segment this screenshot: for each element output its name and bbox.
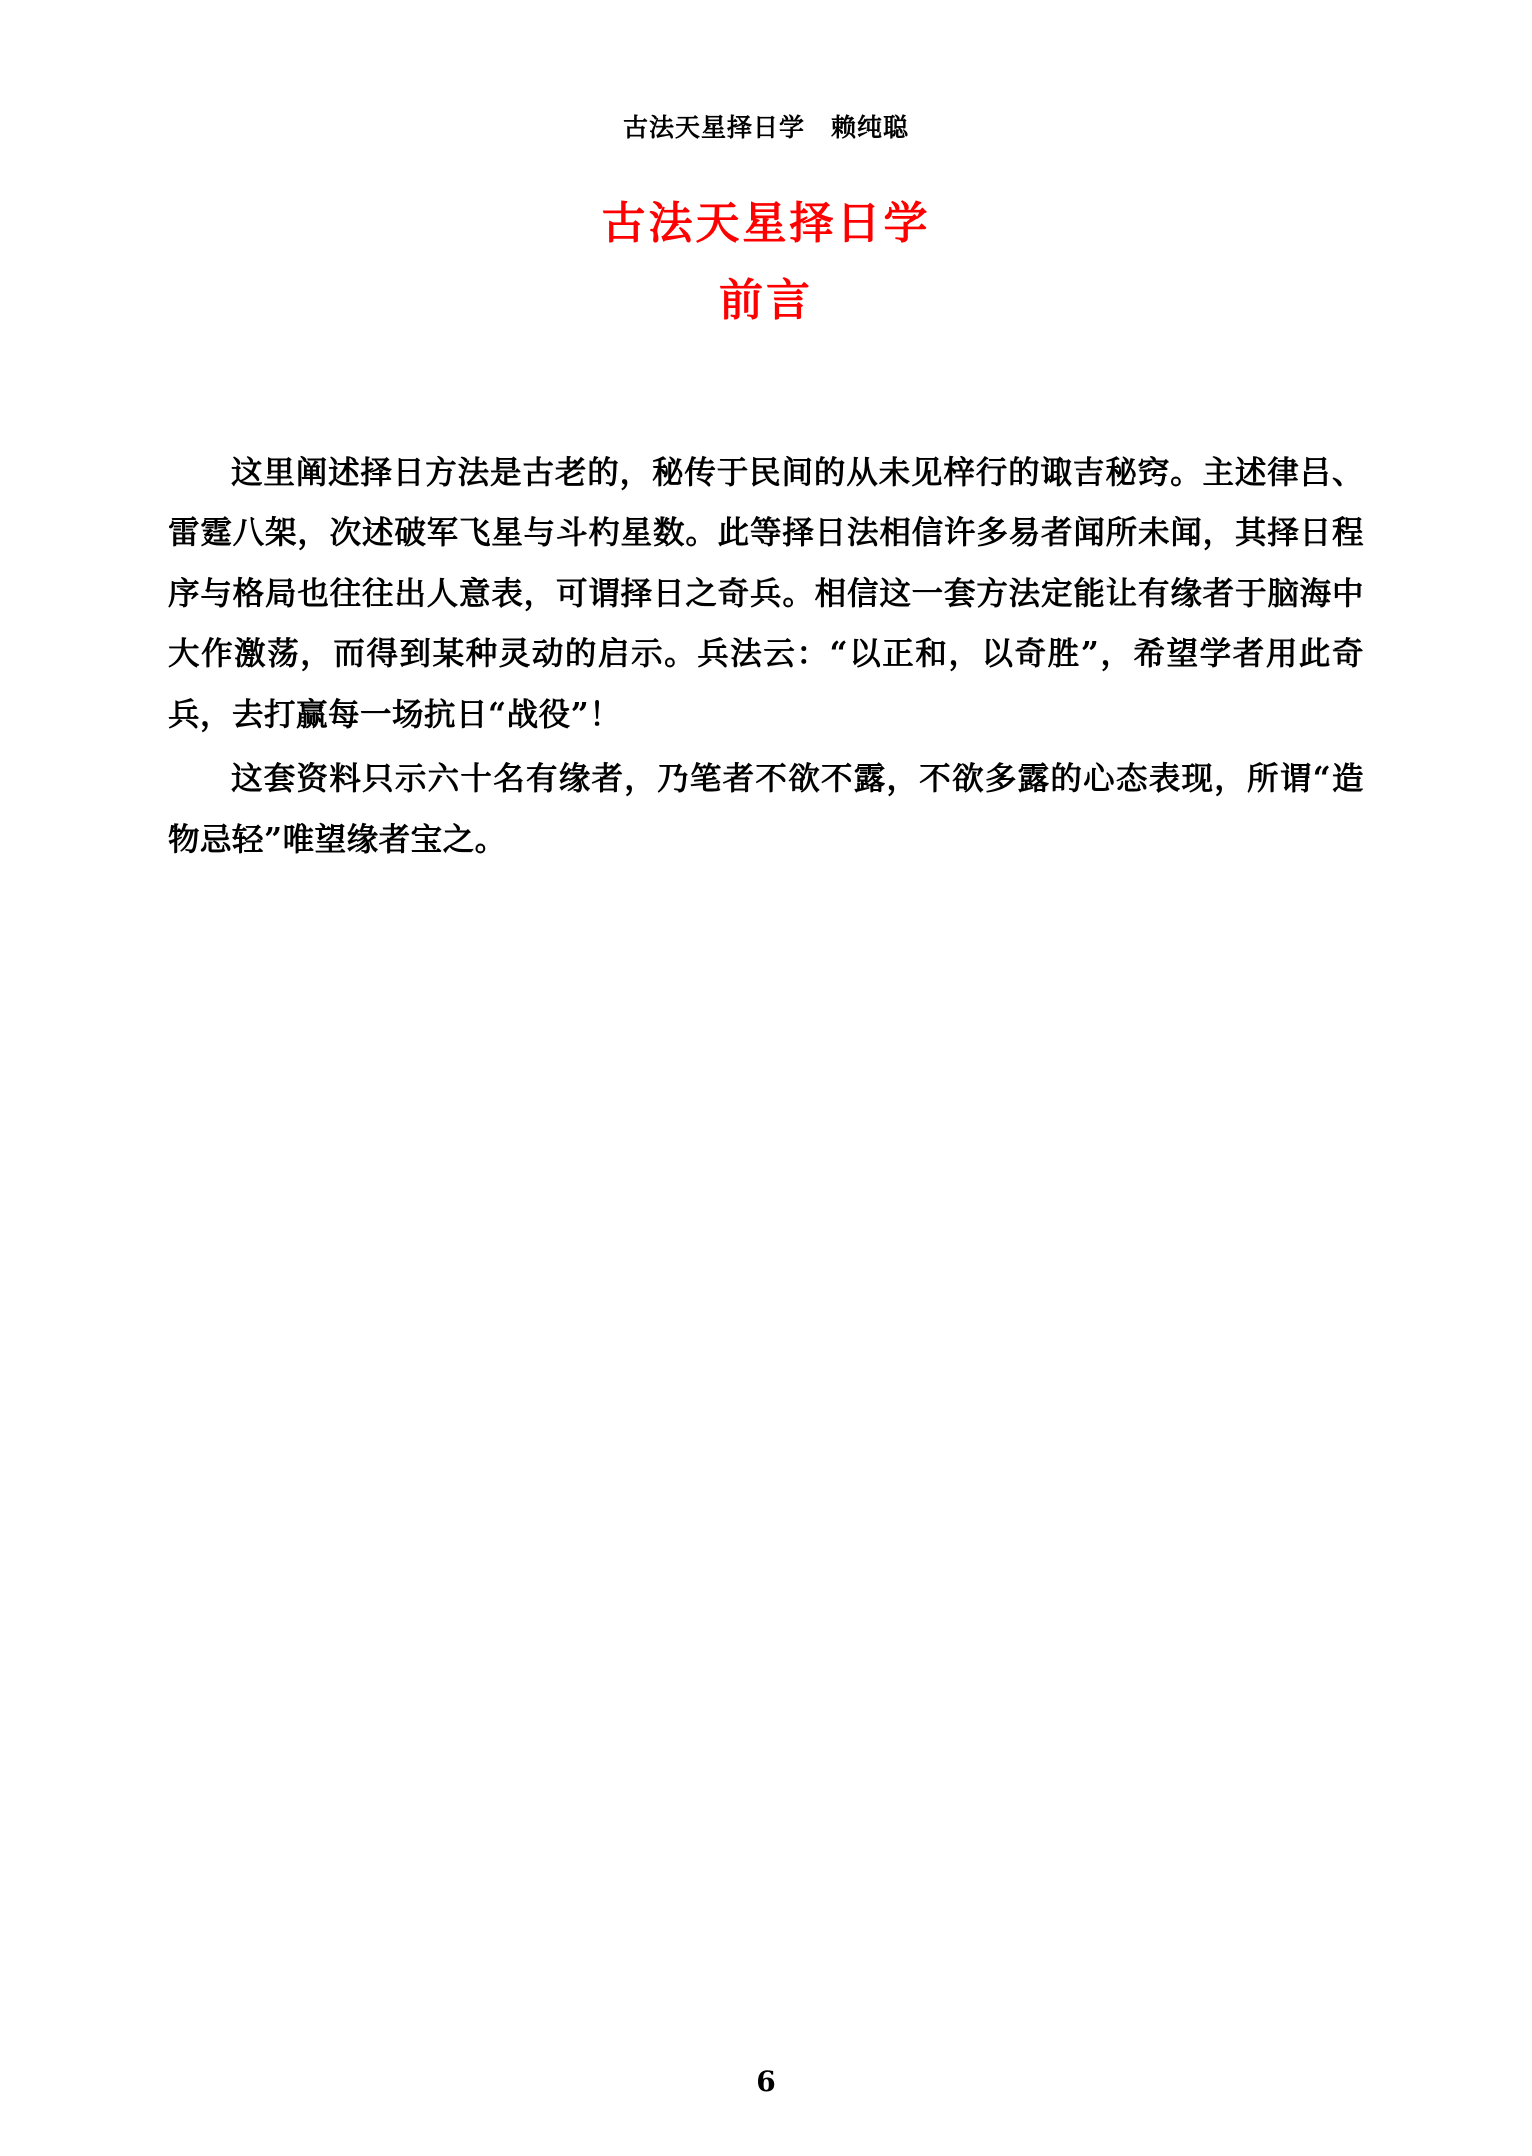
- title-block: [0, 196, 1532, 333]
- page-title: 古法天星择日学: [601, 198, 931, 249]
- paragraph: 这套资料只示六十名有缘者，乃笔者不欲不露，不欲多露的心态表现，所谓“造物忌轻”唯望缘者宝之。: [168, 760, 1364, 858]
- document-page: [0, 108, 1532, 2156]
- running-head: 古法天星择日学 赖纯聪: [622, 113, 909, 142]
- page-number: 6: [756, 2065, 776, 2098]
- paragraph: 这里阐述择日方法是古老的，秘传于民间的从未见梓行的诹吉秘窍。主述律吕、雷霆八架，次述破军飞星与斗杓星数。此等择日法相信许多易者闻所未闻，其择日程序与格局也往往出人意表，可谓择日之奇兵。相信这一套方法定能让有缘者于脑海中大作激荡，而得到某种灵动的启示。兵法云：“以正和，以奇胜”，希望学者用此奇兵，去打赢每一场抗日“战役”！: [168, 453, 1364, 733]
- body-text: [168, 443, 1364, 870]
- page-subtitle: 前言: [719, 275, 813, 326]
